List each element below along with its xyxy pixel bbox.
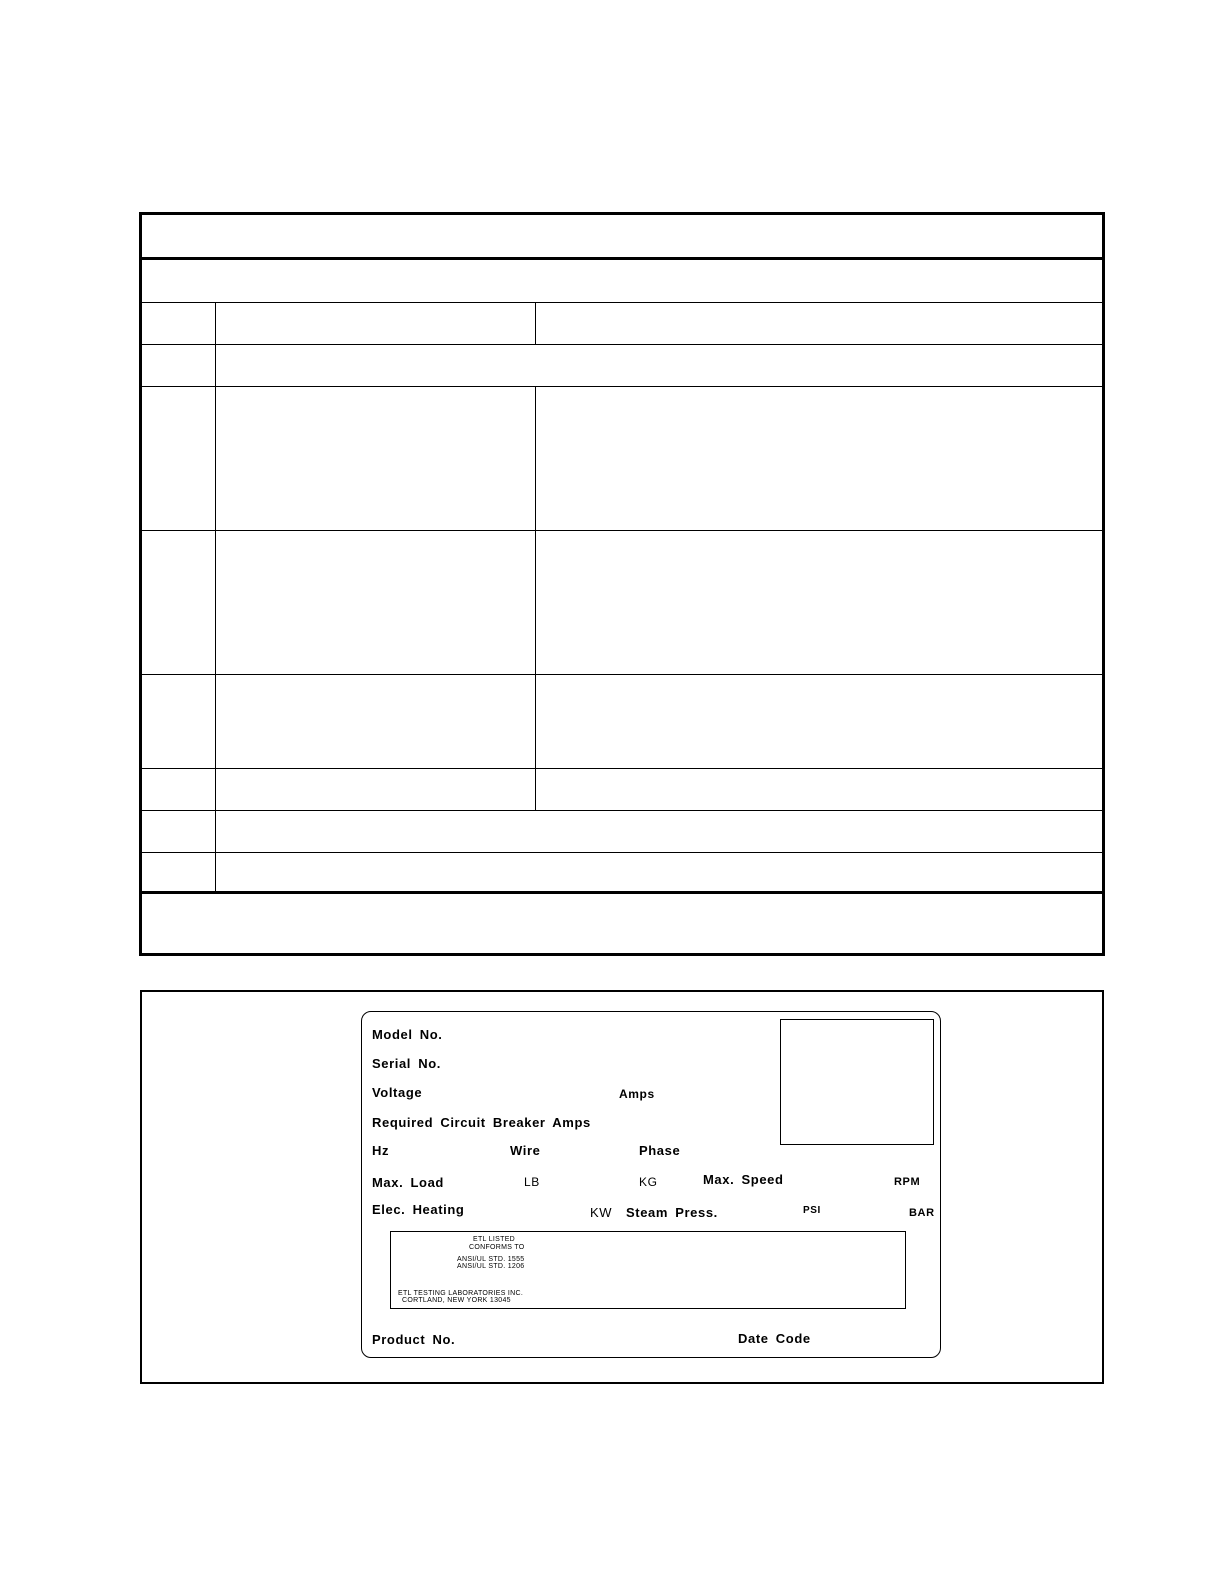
etl-lab-name-text: ETL TESTING LABORATORIES INC. (398, 1290, 524, 1297)
form-row-5 (142, 387, 1102, 531)
etl-listed-text: ETL LISTED (473, 1236, 516, 1243)
max-load-label: Max. Load (372, 1175, 444, 1190)
logo-placeholder-box (780, 1019, 934, 1145)
form-row-10 (142, 853, 1102, 894)
nameplate-figure (140, 990, 1104, 1384)
etl-std-1-text: ANSI/UL STD. 1555 (457, 1256, 525, 1263)
amps-label: Amps (619, 1087, 655, 1101)
form-row-9 (142, 811, 1102, 853)
bar-unit: BAR (909, 1207, 935, 1219)
form-row-4 (142, 345, 1102, 387)
psi-unit: PSI (803, 1205, 821, 1216)
etl-std-2-text: ANSI/UL STD. 1206 (457, 1263, 525, 1270)
required-circuit-breaker-amps-label: Required Circuit Breaker Amps (372, 1115, 591, 1130)
product-no-label: Product No. (372, 1332, 456, 1347)
blank-form-table (139, 212, 1105, 956)
form-row-subtitle (142, 260, 1102, 303)
max-speed-label: Max. Speed (703, 1172, 784, 1187)
etl-listing-box (390, 1231, 906, 1309)
form-row-title (142, 215, 1102, 260)
wire-label: Wire (510, 1143, 541, 1158)
etl-conforms-text: CONFORMS TO (469, 1244, 525, 1251)
voltage-label: Voltage (372, 1085, 423, 1100)
hz-label: Hz (372, 1143, 390, 1158)
kg-unit: KG (639, 1175, 658, 1189)
form-row-7 (142, 675, 1102, 769)
lb-unit: LB (524, 1175, 540, 1189)
form-row-footer (142, 894, 1102, 953)
serial-no-label: Serial No. (372, 1056, 441, 1071)
date-code-label: Date Code (738, 1331, 811, 1346)
steam-press-label: Steam Press. (626, 1205, 718, 1220)
phase-label: Phase (639, 1143, 681, 1158)
form-row-3 (142, 303, 1102, 345)
nameplate (361, 1011, 941, 1358)
etl-lab-address-text: CORTLAND, NEW YORK 13045 (402, 1297, 511, 1304)
form-row-6 (142, 531, 1102, 675)
rpm-unit: RPM (894, 1176, 921, 1188)
model-no-label: Model No. (372, 1027, 443, 1042)
elec-heating-label: Elec. Heating (372, 1202, 465, 1217)
kw-unit: KW (590, 1205, 613, 1220)
form-row-8 (142, 769, 1102, 811)
